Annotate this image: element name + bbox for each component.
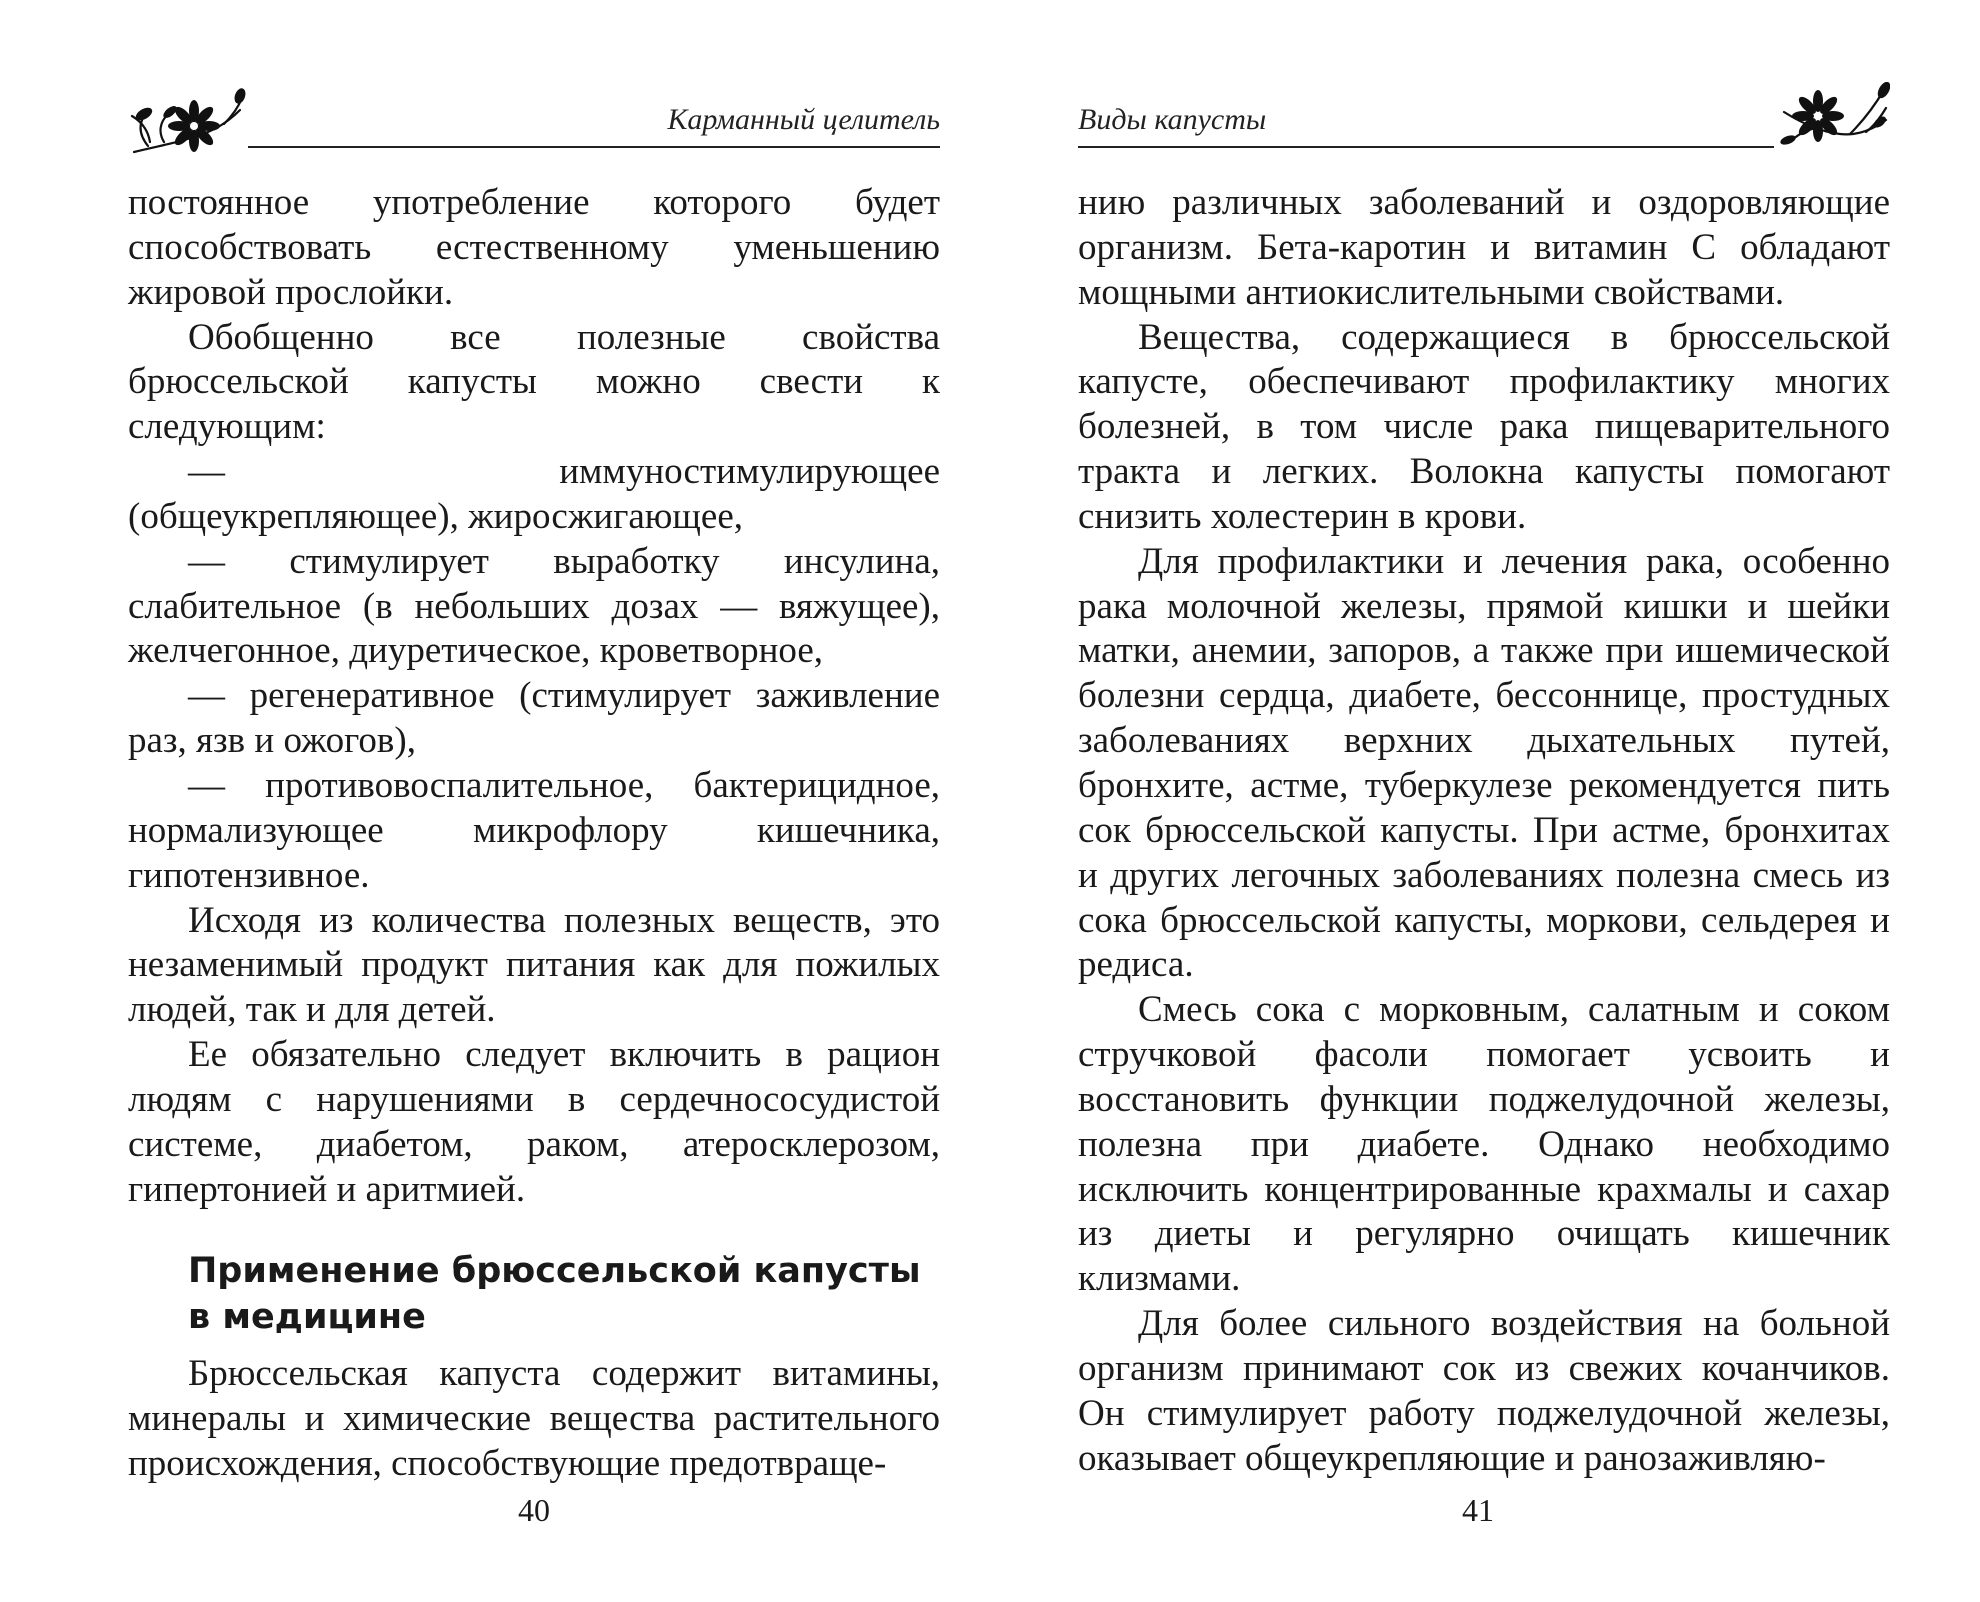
section-heading: Применение брюссельской капусты в медицине	[188, 1251, 921, 1338]
paragraph: Ее обязательно следует включить в рацион людям с нарушениями в сердечнососудистой системе, диабетом, раком, атеросклерозом, гипертонией и аритмией.	[128, 1034, 940, 1210]
page-number: 40	[518, 1492, 550, 1528]
page-number: 41	[1462, 1492, 1494, 1528]
running-head: Виды капусты	[1078, 103, 1267, 136]
list-item: — противовоспалительное, бактерицидное, нормализующее микрофлору кишечника, гипотензивное.	[128, 764, 940, 896]
paragraph: нию различных заболеваний и оздоровляющие организм. Бета-каротин и витамин С обладают мощными антиокислительными свойствами.	[1078, 182, 1890, 313]
running-head: Карманный целитель	[667, 103, 940, 136]
paragraph: Исходя из количества полезных веществ, это незаменимый продукт питания как для пожилых людей, так и для детей.	[128, 899, 940, 1031]
right-page	[990, 0, 1980, 1602]
cornflower-sprig-icon	[128, 86, 248, 158]
list-item: — иммуностимулирующее (общеукрепляющее), жиросжигающее,	[128, 451, 940, 537]
paragraph: постоянное употребление которого будет способствовать естественному уменьшению жировой прослойки.	[128, 182, 940, 313]
body-text	[1078, 181, 1890, 1481]
paragraph: Обобщенно все полезные свойства брюссельской капусты можно свести к следующим:	[128, 316, 940, 448]
paragraph: Брюссельская капуста содержит витамины, минералы и химические вещества растительного происхождения, способствующие предотвраще-	[128, 1353, 940, 1485]
paragraph: Вещества, содержащиеся в брюссельской капусте, обеспечивают профилактику многих болезней, в том числе рака пищеварительного тракта и легких. Волокна капусты помогают снизить холестерин в крови.	[1078, 316, 1890, 537]
body-text	[128, 181, 940, 1487]
paragraph: Для более сильного воздействия на больной организм принимают сок из свежих кочанчиков. Он стимулирует работу поджелудочной железы, оказывает общеукрепляющие и ранозаживляю-	[1078, 1303, 1890, 1479]
header-rule	[248, 146, 940, 148]
paragraph: Смесь сока с морковным, салатным и соком стручковой фасоли помогает усвоить и восстановить функции поджелудочной железы, полезна при диабете. Однако необходимо исключить концентрированные крахмалы и сахар из диеты и регулярно очищать кишечник клизмами.	[1078, 989, 1890, 1300]
header-rule	[1078, 146, 1774, 148]
list-item: — стимулирует выработку инсулина, слабительное (в небольших дозах — вяжущее), желчегонное, диуретическое, кроветворное,	[128, 540, 940, 672]
list-item: — регенеративное (стимулирует заживление раз, язв и ожогов),	[128, 675, 940, 762]
cornflower-sprig-icon	[1780, 82, 1890, 154]
paragraph: Для профилактики и лечения рака, особенно рака молочной железы, прямой кишки и шейки матки, анемии, запоров, а также при ишемической болезни сердца, диабете, бессоннице, простудных заболеваниях верхних дыхательных путей, бронхите, астме, туберкулезе рекомендуется пить сок брюссельской капусты. При астме, бронхитах и других легочных заболеваниях полезна смесь из сока брюссельской капусты, моркови, сельдерея и редиса.	[1078, 540, 1890, 986]
